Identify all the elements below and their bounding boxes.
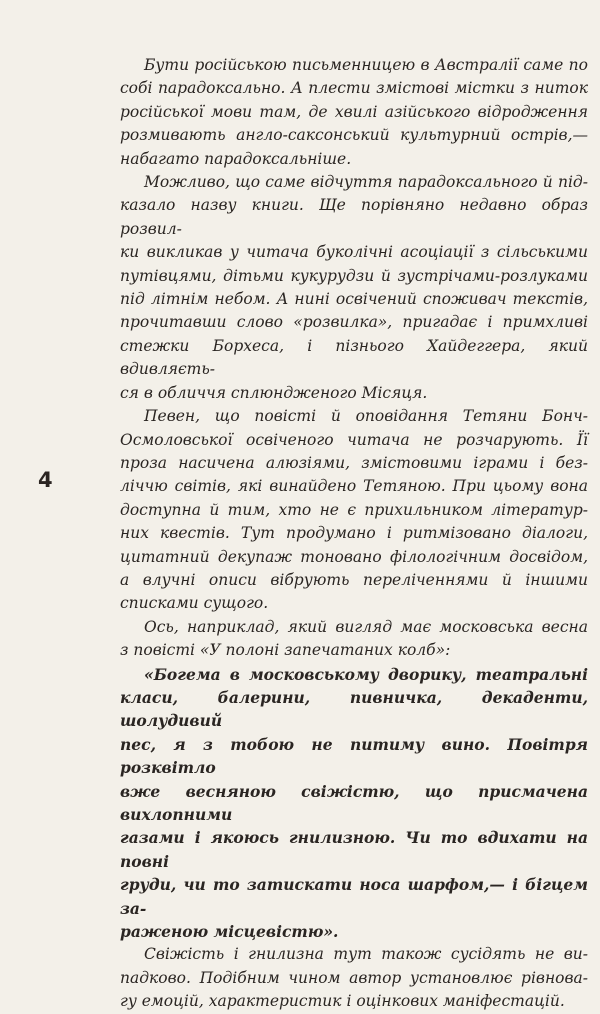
paragraph-author-prose xyxy=(120,405,588,616)
text-line: набагато парадоксальніше. xyxy=(120,149,352,168)
text-line: Осмоловської освіченого читача не розчарують. Її xyxy=(120,430,588,449)
text-line: Можливо, що саме відчуття парадоксального й під- xyxy=(144,173,588,192)
quote-block xyxy=(120,663,588,944)
text-line: раженою місцевістю». xyxy=(120,922,339,942)
text-line: Бути російською письменницею в Австралії саме по xyxy=(144,56,588,74)
text-line: «Богема в московському дворику, театральні xyxy=(144,664,588,684)
text-line: гу емоцій, характеристик і оцінкових маніфестацій. xyxy=(120,992,565,1011)
text-line: класи, балерини, пивничка, декаденти, шолудивий xyxy=(120,687,588,731)
text-line: під літнім небом. А нині освічений споживач текстів, xyxy=(120,290,588,309)
text-line: собі парадоксально. А плести змістові містки з ниток xyxy=(120,79,588,98)
text-line: Свіжість і гнилизна тут також сусідять не ви- xyxy=(144,945,588,964)
paragraph-conclusion xyxy=(120,943,588,1013)
page-number: 4 xyxy=(38,468,53,492)
text-line: стежки Борхеса, і пізнього Хайдеггера, який вдивляєть- xyxy=(120,336,588,379)
paragraph-title-meaning xyxy=(120,171,588,405)
text-line: проза насичена алюзіями, змістовими іграми і без- xyxy=(120,453,588,472)
text-line: доступна й тим, хто не є прихильником літератур- xyxy=(120,500,588,519)
text-line: пес, я з тобою не питиму вино. Повітря розквітло xyxy=(120,734,588,778)
text-line: путівцями, дітьми кукурудзи й зустрічами-розлуками xyxy=(120,266,588,285)
text-line: російської мови там, де хвилі азійського відродження xyxy=(120,102,588,121)
paragraph-intro xyxy=(120,54,588,171)
body-text xyxy=(120,54,588,1014)
text-line: ліччю світів, які винайдено Тетяною. При цьому вона xyxy=(120,477,588,496)
text-line: казало назву книги. Ще порівняно недавно образ розвил- xyxy=(120,196,588,238)
text-line: падково. Подібним чином автор установлює рівнова- xyxy=(120,968,588,987)
text-line: ки викликав у читача буколічні асоціації з сільськими xyxy=(120,243,588,262)
paragraph-example-intro xyxy=(120,616,588,663)
text-line: газами і якоюсь гнилизною. Чи то вдихати на повні xyxy=(120,828,588,871)
text-line: них квестів. Тут продумано і ритмізовано діалоги, xyxy=(120,524,588,543)
text-line: розмивають англо-саксонський культурний острів,— xyxy=(120,126,588,145)
text-line: Ось, наприклад, який вигляд має московська весна xyxy=(144,617,588,636)
text-line: а влучні описи вібрують переліченнями й іншими xyxy=(120,570,588,589)
text-line: цитатний декупаж тоновано філологічним досвідом, xyxy=(120,547,588,566)
text-line: прочитавши слово «розвилка», пригадає і примхливі xyxy=(120,313,588,332)
text-line: з повісті «У полоні запечатаних колб»: xyxy=(120,641,451,660)
text-line: списками сущого. xyxy=(120,594,269,613)
text-line: Певен, що повісті й оповідання Тетяни Бонч- xyxy=(144,407,588,426)
text-line: вже весняною свіжістю, що присмачена вихлопними xyxy=(120,781,588,824)
text-line: груди, чи то затискати носа шарфом,— і бігцем за- xyxy=(120,875,588,918)
text-line: ся в обличчя сплюндженого Місяця. xyxy=(120,383,428,402)
